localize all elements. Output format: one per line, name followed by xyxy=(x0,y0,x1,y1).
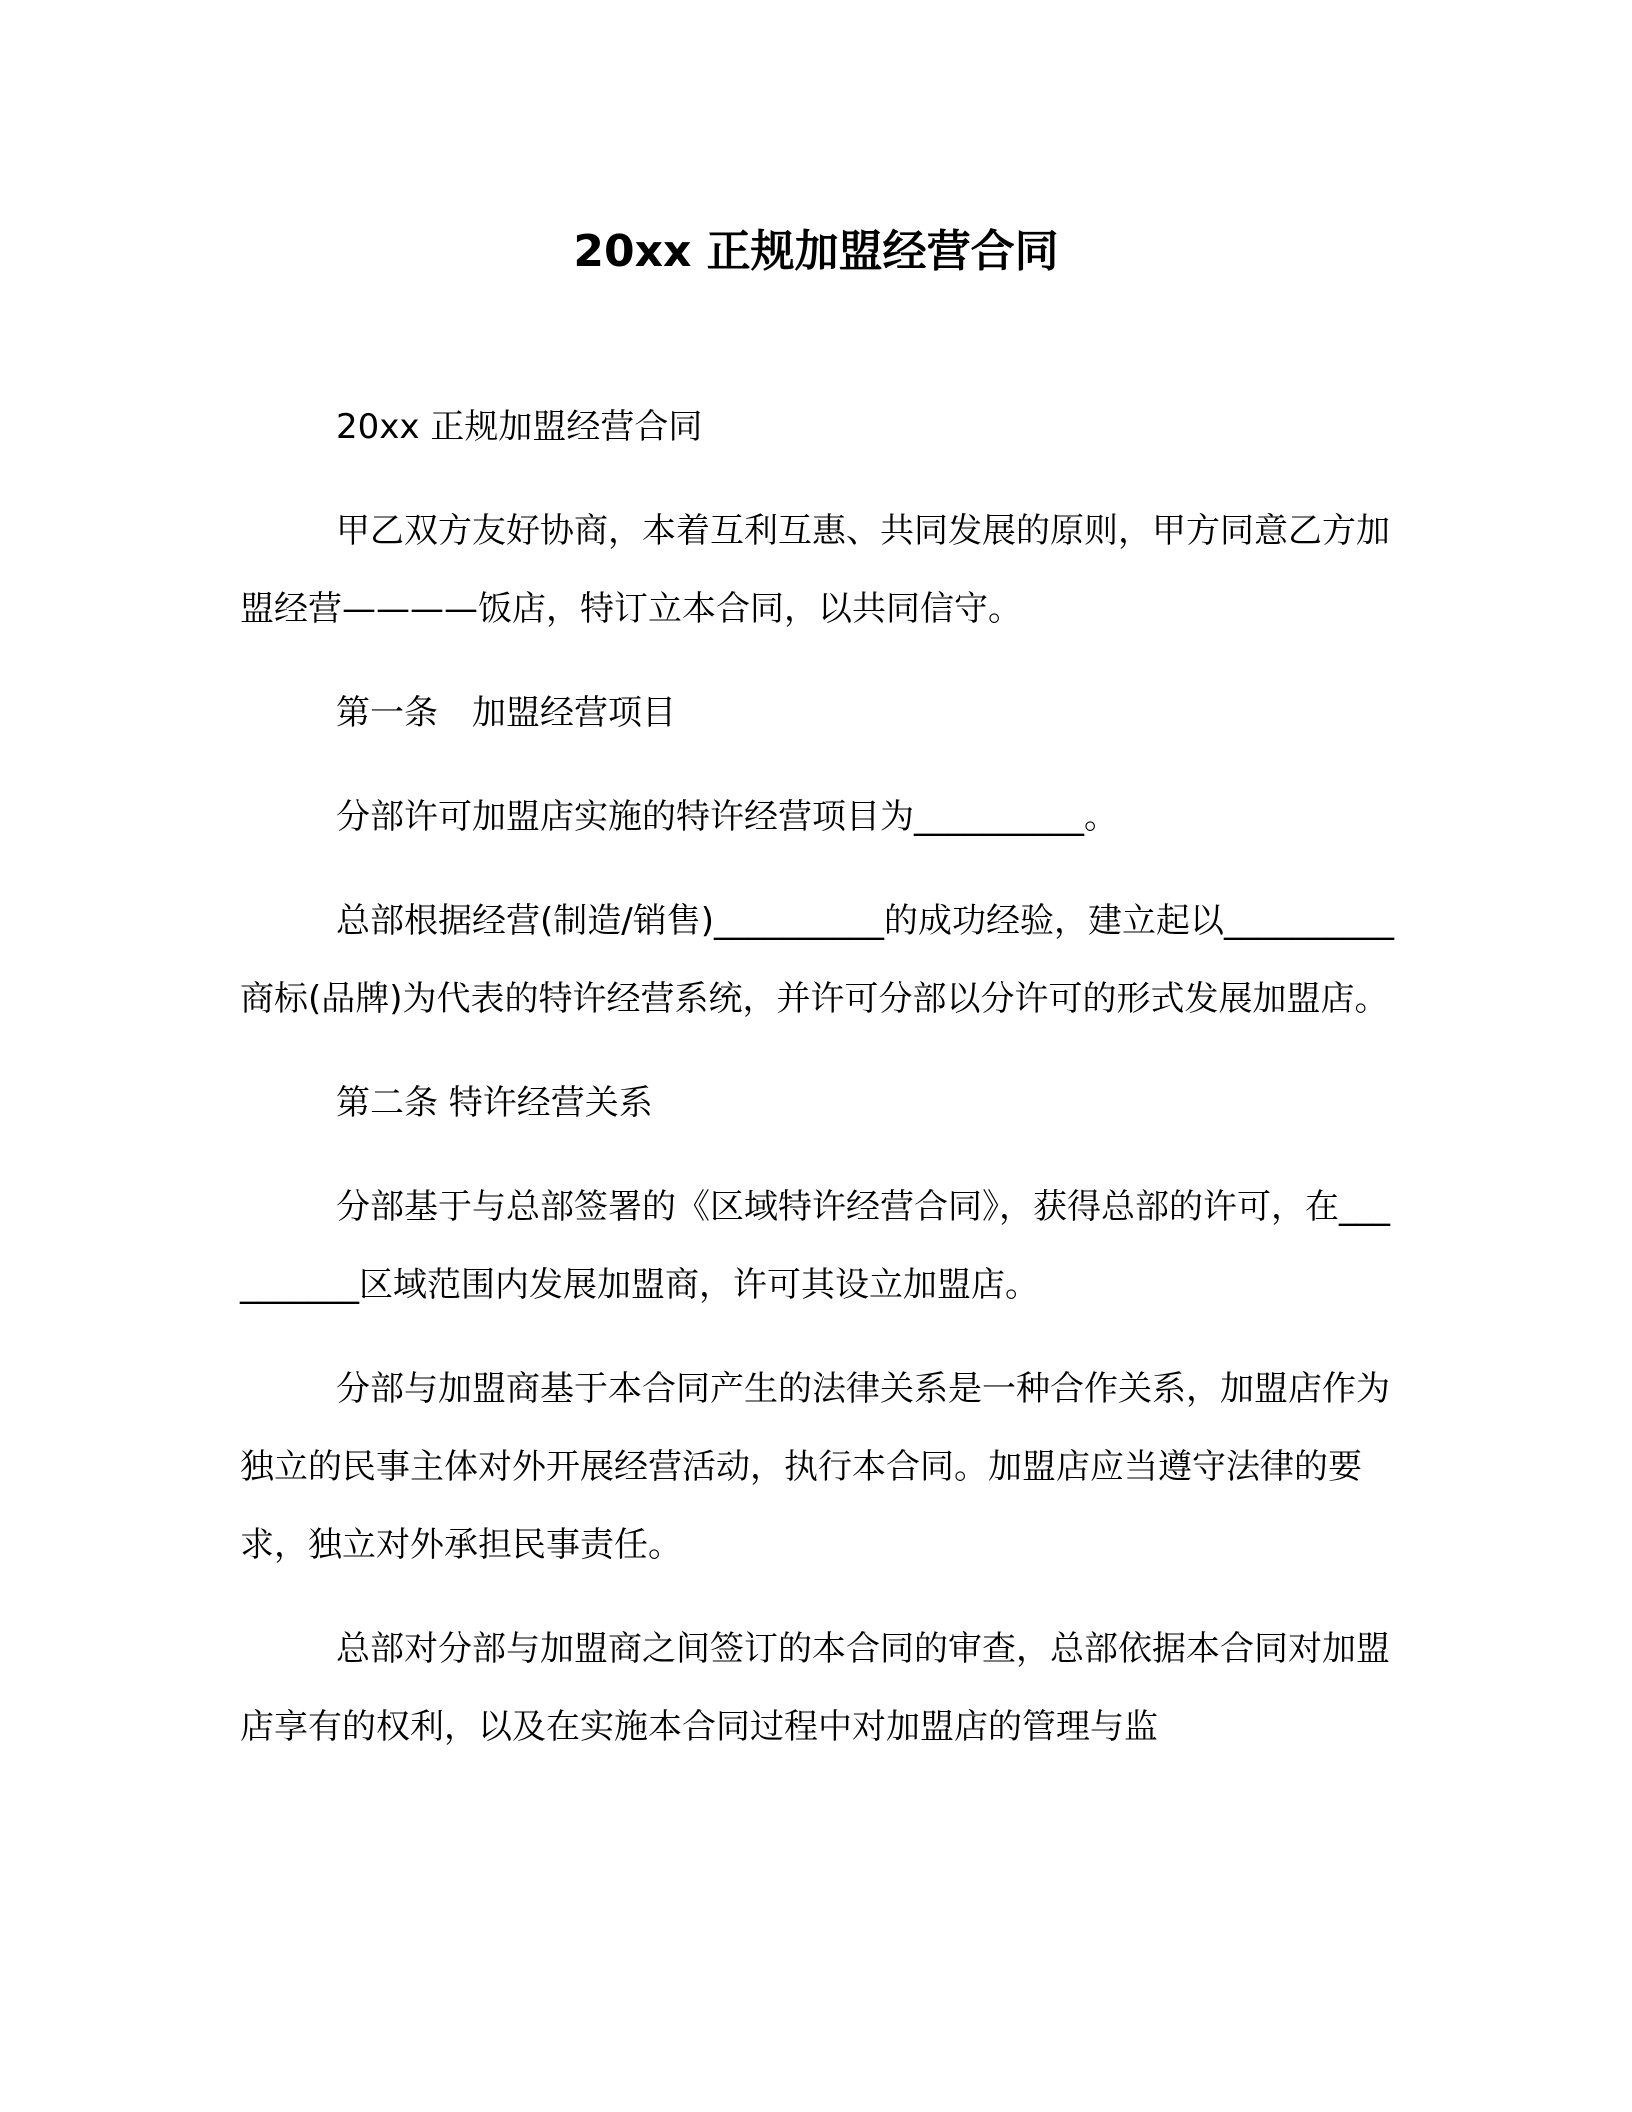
document-title: 20xx 正规加盟经营合同 xyxy=(573,226,1059,277)
article-1-paragraph-2: 总部根据经营(制造/销售)__________的成功经验，建立起以__________商标(品牌)为代表的特许经营系统，并许可分部以分许可的形式发展加盟店。 xyxy=(240,901,1394,1019)
article-1-heading: 第一条 加盟经营项目 xyxy=(336,693,676,733)
article-2-paragraph-1: 分部基于与总部签署的《区域特许经营合同》，获得总部的许可，在__________区域范围内发展加盟商，许可其设立加盟店。 xyxy=(240,1187,1390,1305)
article-2-paragraph-3: 总部对分部与加盟商之间签订的本合同的审查，总部依据本合同对加盟店享有的权利，以及在实施本合同过程中对加盟店的管理与监 xyxy=(240,1629,1390,1747)
document-body xyxy=(240,388,1400,1792)
article-1-paragraph-1: 分部许可加盟店实施的特许经营项目为__________。 xyxy=(336,797,1118,837)
paragraph-preamble: 甲乙双方友好协商，本着互利互惠、共同发展的原则，甲方同意乙方加盟经营————饭店，特订立本合同，以共同信守。 xyxy=(240,511,1390,629)
paragraph-subtitle: 20xx 正规加盟经营合同 xyxy=(336,407,703,447)
article-2-heading: 第二条 特许经营关系 xyxy=(336,1083,653,1123)
article-2-paragraph-2: 分部与加盟商基于本合同产生的法律关系是一种合作关系，加盟店作为独立的民事主体对外开展经营活动，执行本合同。加盟店应当遵守法律的要求，独立对外承担民事责任。 xyxy=(240,1369,1390,1565)
